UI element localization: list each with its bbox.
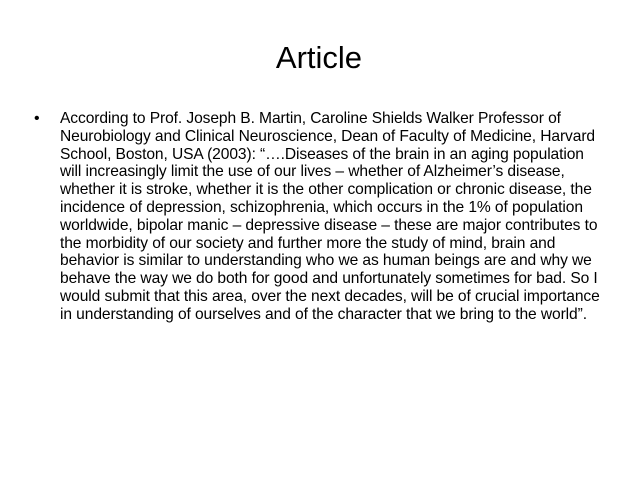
bullet-list bbox=[34, 110, 604, 324]
slide-title: Article bbox=[275, 40, 363, 75]
bullet-marker: • bbox=[34, 110, 40, 127]
bullet-item bbox=[34, 110, 604, 324]
article-quote-text: According to Prof. Joseph B. Martin, Caroline Shields Walker Professor of Neurobiology and Clinical Neuroscience, Dean of Faculty of Medicine, Harvard School, Boston, USA (2003): “….Diseases of the brain in an aging population will increasingly limit the use of our lives – whether of Alzheimer’s disease, whether it is stroke, whether it is the other complication or chronic disease, the incidence of depression, schizophrenia, which occurs in the 1% of population worldwide, bipolar manic – depressive disease – these are major contributes to the morbidity of our society and further more the study of mind, brain and behavior is similar to understanding who we as human beings are and why we behave the way we do both for good and unfortunately sometimes for bad. So I would submit that this area, over the next decades, will be of crucial importance in understanding of ourselves and of the character that we bring to the world”. bbox=[60, 110, 600, 323]
